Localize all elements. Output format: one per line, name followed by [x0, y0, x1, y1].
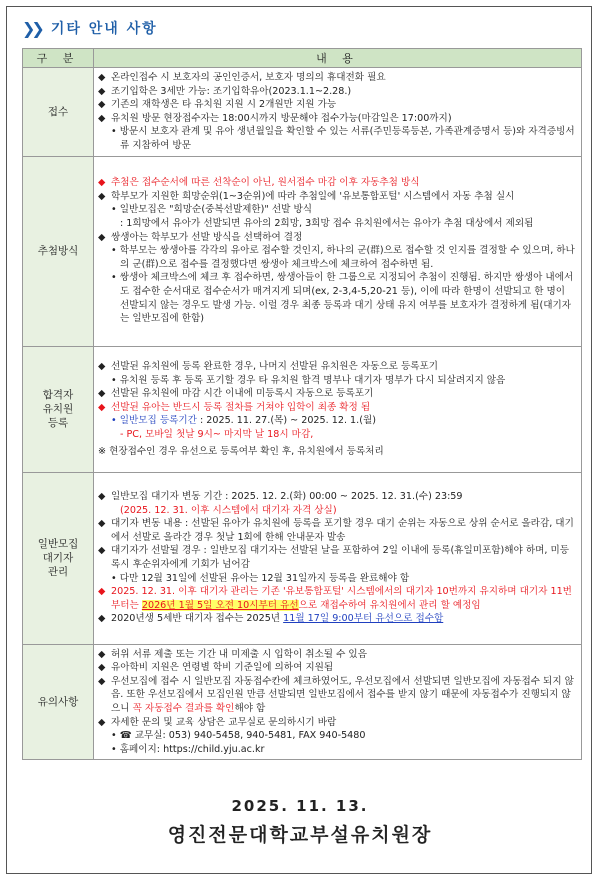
table-row: [23, 68, 582, 157]
header-content: 내 용: [94, 49, 582, 68]
double-chevron-icon: ❯❯: [22, 18, 41, 38]
row-label-notes: 유의사항: [23, 644, 94, 760]
table-header: [23, 49, 582, 68]
row-content-registration: ◆ 선발된 유치원에 등록 완료한 경우, 나머지 선발된 유치원은 자동으로 등록포기 • 유치원 등록 후 등록 포기할 경우 타 유치원 합격 명부나 대기자 명부가 다시 되살려지지 않음 ◆ 선발된 유치원에 마감 시간 이내에 미등록시 자동으로 등록포기 ◆ 선발된 유아는 반드시 등록 절차를 거쳐야 입학이 최종 확정 됨 • 일반모집 등록기간 : 2025. 11. 27.(목) ~ 2025. 12. 1.(월) - PC, 모바일 첫날 9시~ 마지막 날 18시 마감, ※ 현장접수인 경우 유선으로 등록여부 확인 후, 유치원에서 등록처리: [94, 346, 582, 472]
table-row: [23, 472, 582, 644]
row-content-lottery: ◆ 추첨은 접수순서에 따른 선착순이 아닌, 원서접수 마감 이후 자동추첨 방식 ◆ 학부모가 지원한 희망순위(1~3순위)에 따라 추첨일에 '유보통합포털' 시스템에서 자동 추첨 실시 • 일반모집은 "희망순(중복선발제한)" 선발 방식 : 1희망에서 유아가 선발되면 유아의 2희망, 3희망 접수 유치원에서는 유아가 추첨 대상에서 제외됨 ◆ 쌍생아는 학부모가 선발 방식을 선택하여 결정 • 학부모는 쌍생아를 각각의 유아로 접수할 것인지, 하나의 군(群)으로 접수할 것 인지를 결정할 수 있으며, 하나의 군(群)으로 접수를 결정했다면 쌍생아 체크박스에 체크하여 접수하면 됨. • 쌍생아 체크박스에 체크 후 접수하면, 쌍생아들이 한 그룹으로 지정되어 추첨이 진행됨. 하지만 쌍생아 내에서도 접수한 순서대로 접수순서가 매겨지게 되며(ex, 2-3,4-5,20-21 등), 이에 따라 한명이 선발되고 한 명이 선발되지 않는 경우도 발생 가능. 이럴 경우 최종 등록과 대기 상태 유지 여부를 보호자가 결정하게 됨(대기자는 일반모집에 한함): [94, 156, 582, 346]
row-label-reception: 접수: [23, 68, 94, 157]
homepage-link[interactable]: 홈페이지: https://child.yju.ac.kr: [119, 743, 265, 755]
footer-organization: 영진전문대학교부설유치원장: [167, 824, 433, 846]
info-table: [22, 48, 582, 760]
row-content-notes: ◆ 허위 서류 제출 또는 기간 내 미제출 시 입학이 취소될 수 있음 ◆ 유아학비 지원은 연령별 학비 기준일에 의하여 지원됨 ◆ 우선모집에 접수 시 일반모집 자동접수칸에 체크하였어도, 우선모집에서 선발되면 일반모집에 자동접수 되지 않음. 또한 우선모집에서 모집인원 만큼 선발되면 일반모집에서 접수를 받지 않기 때문에 자동접수가 진행되지 않으니 꼭 자동접수 결과를 확인해야 함 ◆ 자세한 문의 및 교육 상담은 교무실로 문의하시기 바람 • ☎ 교무실: 053) 940-5458, 940-5481, FAX 940-5480 • 홈페이지: https://child.yju.ac.kr: [94, 644, 582, 760]
row-label-lottery: 추첨방식: [23, 156, 94, 346]
table-row: [23, 644, 582, 760]
row-content-waitlist: ◆ 일반모집 대기자 변동 기간 : 2025. 12. 2.(화) 00:00 ~ 2025. 12. 31.(수) 23:59 (2025. 12. 31. 이후 시스템에서 대기자 자격 상실) ◆ 대기자 변동 내용 : 선발된 유아가 유치원에 등록을 포기할 경우 대기 순위는 자동으로 상위 순서로 올라감, 대기에서 선발로 올라간 경우 첫날 1회에 한해 안내문자 발송 ◆ 대기자가 선발될 경우 : 일반모집 대기자는 선발된 날을 포함하여 2일 이내에 등록(휴일미포함)해야 하며, 미등록시 후순위자에게 기회가 넘어감 • 다만 12월 31일에 선발된 유아는 12월 31일까지 등록을 완료해야 함 ◆ 2025. 12. 31. 이후 대기자 관리는 기존 '유보통합포털' 시스템에서의 대기자 10번까지 유지하며 대기자 11번부터는 2026년 1월 5일 오전 10시부터 유선으로 재접수하여 유치원에서 관리 할 예정임 ◆ 2020년생 5세반 대기자 접수는 2025년 11월 17일 9:00부터 유선으로 접수함: [94, 472, 582, 644]
table-row: [23, 346, 582, 472]
row-content-reception: ◆ 온라인접수 시 보호자의 공인인증서, 보호자 명의의 휴대전화 필요 ◆ 조기입학은 3세만 가능: 조기입학유아(2023.1.1~2.28.) ◆ 기존의 재학생은 타 유치원 지원 시 2개원만 지원 가능 ◆ 유치원 방문 현장접수자는 18:00시까지 방문해야 접수가능(마감일은 17:00까지) • 방문시 보호자 관계 및 유아 생년월일을 확인할 수 있는 서류(주민등록등본, 가족관계증명서 등)와 자격증빙서류 지참하여 방문: [94, 68, 582, 157]
section-heading: ❯❯ 기타 안내 사항: [22, 18, 158, 38]
header-category: 구 분: [23, 49, 94, 68]
table-row: [23, 156, 582, 346]
footer-date: 2025. 11. 13.: [231, 797, 369, 815]
row-label-registration: 합격자 유치원 등록: [23, 346, 94, 472]
row-label-waitlist: 일반모집 대기자 관리: [23, 472, 94, 644]
